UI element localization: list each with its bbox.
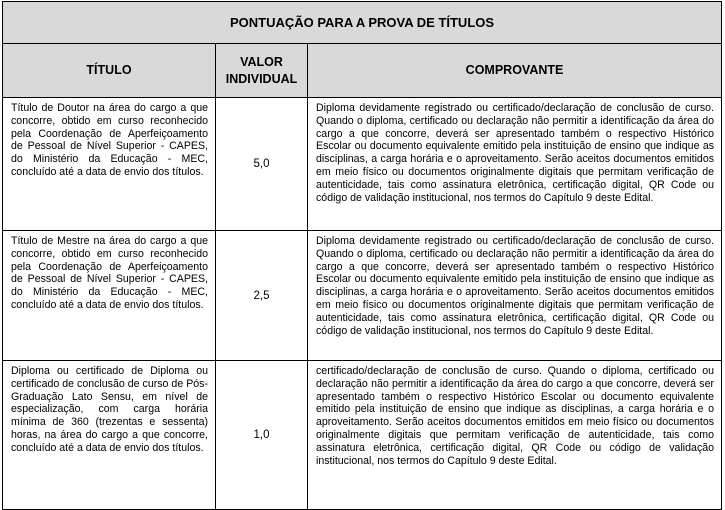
header-valor xyxy=(216,44,308,98)
table-row xyxy=(3,361,722,510)
row-valor: 1,0 xyxy=(216,361,308,510)
header-titulo: TÍTULO xyxy=(3,44,216,98)
titles-score-table xyxy=(2,1,722,510)
table-row xyxy=(3,98,722,231)
row-titulo: Título de Doutor na área do cargo a que concorre, obtido em curso reconhecido pela Coordenação de Aperfeiçoamento de Pessoal de Nível Superior - CAPES, do Ministério da Educação - MEC, concluído até a data de envio dos títulos. xyxy=(3,98,216,231)
row-comprovante: Diploma devidamente registrado ou certificado/declaração de conclusão de curso. Quando o diploma, certificado ou declaração não permitir a identificação da área do cargo a que concorre, deverá ser apresentado também o respectivo Histórico Escolar ou documento equivalente emitido pela instituição de ensino que indique as disciplinas, a carga horária e o aproveitamento. Serão aceitos documentos emitidos em meio físico ou documentos originalmente digitais que permitam verificação de autenticidade, tais como assinatura eletrônica, certificação digital, QR Code ou código de validação institucional, nos termos do Capítulo 9 deste Edital. xyxy=(308,98,722,231)
row-titulo: Título de Mestre na área do cargo a que concorre, obtido em curso reconhecido pela Coordenação de Aperfeiçoamento de Pessoal de Nível Superior - CAPES, do Ministério da Educação - MEC, concluído até a data de envio dos títulos. xyxy=(3,231,216,361)
row-comprovante: Diploma devidamente registrado ou certificado/declaração de conclusão de curso. Quando o diploma, certificado ou declaração não permitir a identificação da área do cargo a que concorre, deverá ser apresentado também o respectivo Histórico Escolar ou documento equivalente emitido pela instituição de ensino que indique as disciplinas, a carga horária e o aproveitamento. Serão aceitos documentos emitidos em meio físico ou documentos originalmente digitais que permitam verificação de autenticidade, tais como assinatura eletrônica, certificação digital, QR Code ou código de validação institucional, nos termos do Capítulo 9 deste Edital. xyxy=(308,231,722,361)
table-title: PONTUAÇÃO PARA A PROVA DE TÍTULOS xyxy=(3,2,722,44)
row-valor: 2,5 xyxy=(216,231,308,361)
table-row xyxy=(3,231,722,361)
header-row xyxy=(3,44,722,98)
row-titulo: Diploma ou certificado de Diploma ou certificado de conclusão de curso de Pós-Graduação Lato Sensu, em nível de especialização, com carga horária mínima de 360 (trezentas e sessenta) horas, na área do cargo a que concorre, concluído até a data de envio dos títulos. xyxy=(3,361,216,510)
header-valor-line1: VALOR xyxy=(240,54,283,69)
header-comprovante: COMPROVANTE xyxy=(308,44,722,98)
header-valor-line2: INDIVIDUAL xyxy=(225,71,298,86)
row-comprovante: certificado/declaração de conclusão de curso. Quando o diploma, certificado ou declaração não permitir a identificação da área do cargo a que concorre, deverá ser apresentado também o respectivo Histórico Escolar ou documento equivalente emitido pela instituição de ensino que indique as disciplinas, a carga horária e o aproveitamento. Serão aceitos documentos emitidos em meio físico ou documentos originalmente digitais que permitam verificação de autenticidade, tais como assinatura eletrônica, certificação digital, QR Code ou código de validação institucional, nos termos do Capítulo 9 deste Edital. xyxy=(308,361,722,510)
row-valor: 5,0 xyxy=(216,98,308,231)
